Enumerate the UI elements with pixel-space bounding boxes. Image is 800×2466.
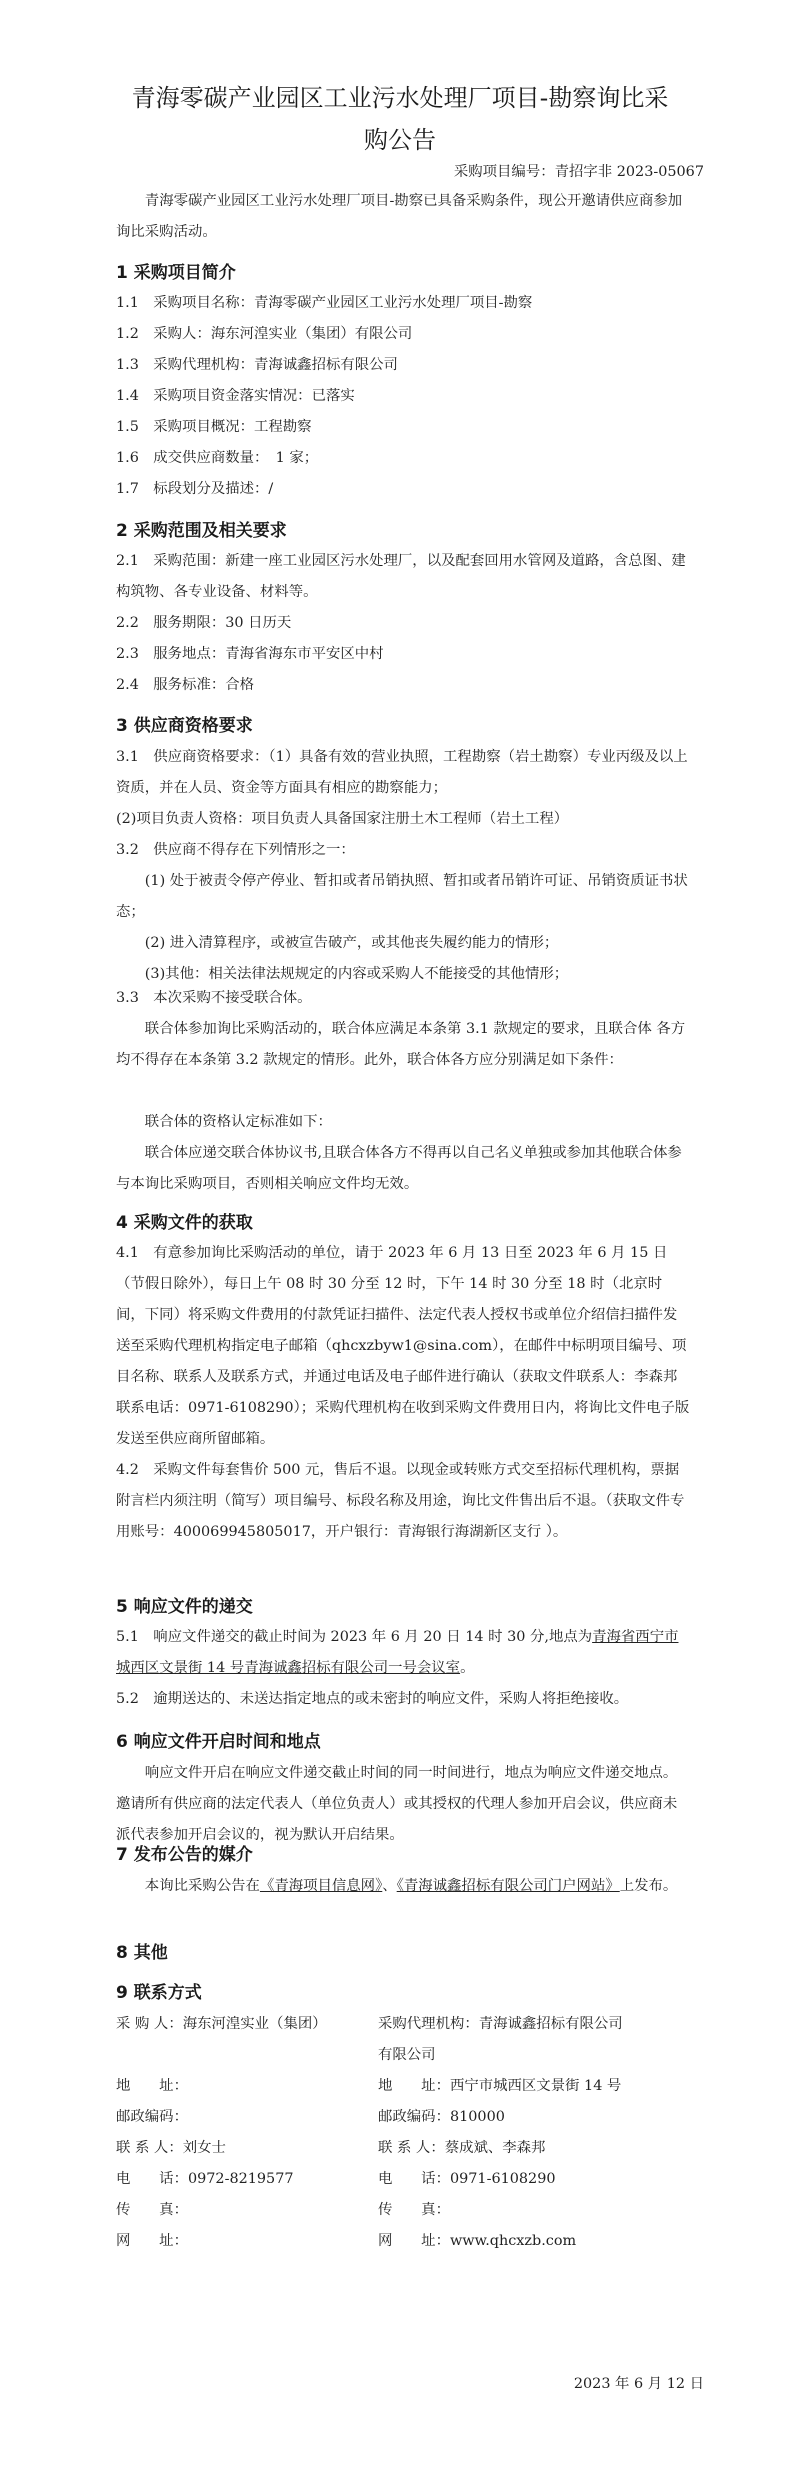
s4-item-acquire: 4.1 有意参加询比采购活动的单位，请于 2023 年 6 月 13 日至 2023 年 6 月 15 日（节假日除外），每日上午 08 时 30 分至 12 时，下午 14 时 30 分至 18 时（北京时间，下同）将采购文件费用的付款凭证扫描件、法定代表人授权书或单位介绍信扫描件发送至采购代理机构指定电子邮箱（qhcxzbyw1@sina.com），在邮件中标明项目编号、项目名称、联系人及联系方式，并通过电话及电子邮件进行确认（获取文件联系人：李森邦 联系电话：0971-6108290）；采购代理机构在收到采购文件费用日内，将询比文件电子版发送至供应商所留邮箱。: [116, 1245, 692, 1447]
s5-deadline-location: 青海省西宁市城西区文景街 14 号青海诚鑫招标有限公司一号会议室: [116, 1629, 679, 1676]
s3-item-exclusions: 3.2 供应商不得存在下列情形之一：: [116, 842, 355, 858]
intro-paragraph: 青海零碳产业园区工业污水处理厂项目-勘察已具备采购条件，现公开邀请供应商参加询比采购活动。: [116, 193, 683, 240]
contact-row: [116, 2229, 736, 2260]
s7-pre: 本询比采购公告在: [144, 1878, 260, 1894]
s3-consortium-para-2: 联合体的资格认定标准如下：: [144, 1114, 332, 1130]
s2-item-standard: 2.4 服务标准：合格: [116, 677, 255, 693]
s1-item: 1.3 采购代理机构：青海诚鑫招标有限公司: [116, 357, 398, 373]
s3-consortium-para-3: 联合体应递交联合体协议书,且联合体各方不得再以自己名义单独或参加其他联合体参与本询比采购项目，否则相关响应文件均无效。: [116, 1145, 682, 1192]
contact-right: 地 址：西宁市城西区文景街 14 号: [378, 2078, 622, 2094]
section-5-heading: 5 响应文件的递交: [116, 1597, 253, 1617]
s3-consortium-para-1: 联合体参加询比采购活动的，联合体应满足本条第 3.1 款规定的要求，且联合体 各方均不得存在本条第 3.2 款规定的情形。此外，联合体各方应分别满足如下条件：: [116, 1021, 686, 1068]
contact-left: 采 购 人：海东河湟实业（集团）: [116, 2016, 327, 2032]
s7-paragraph: [116, 1871, 690, 1902]
project-number: 采购项目编号：青招字非 2023-05067: [453, 164, 704, 180]
contact-row: [116, 2105, 736, 2136]
contact-row: [116, 2198, 736, 2229]
contact-left: 网 址：: [116, 2233, 188, 2249]
contact-row: [116, 2136, 736, 2167]
s1-item: 1.5 采购项目概况：工程勘察: [116, 419, 312, 435]
section-3-heading: 3 供应商资格要求: [116, 716, 253, 736]
contact-left: 邮政编码：: [116, 2109, 188, 2125]
section-7-heading: 7 发布公告的媒介: [116, 1845, 253, 1865]
s4-item-price: 4.2 采购文件每套售价 500 元，售后不退。以现金或转账方式交至招标代理机构，票据附言栏内须注明（简写）项目编号、标段名称及用途，询比文件售出后不退。（获取文件专用账号：400069945805017，开户银行：青海银行海湖新区支行 ）。: [116, 1462, 685, 1540]
s5-deadline-end: 。: [460, 1660, 475, 1676]
contact-right: 联 系 人：蔡成斌、李森邦: [378, 2140, 546, 2156]
s2-item-scope: 2.1 采购范围：新建一座工业园区污水处理厂，以及配套回用水管网及道路，含总图、建构筑物、各专业设备、材料等。: [116, 553, 686, 600]
contact-row: [116, 2167, 736, 2198]
s3-exclusion-3: (3)其他：相关法律法规规定的内容或采购人不能接受的其他情形；: [144, 966, 569, 982]
contact-row: [116, 2012, 736, 2043]
contact-left: 地 址：: [116, 2078, 188, 2094]
contact-right: 电 话：0971-6108290: [378, 2171, 556, 2187]
s3-item-qualification: 3.1 供应商资格要求：（1）具备有效的营业执照，工程勘察（岩土勘察）专业丙级及以上资质，并在人员、资金等方面具有相应的勘察能力；: [116, 749, 688, 796]
section-8-heading: 8 其他: [116, 1943, 168, 1963]
contact-right: 邮政编码：810000: [378, 2109, 505, 2125]
s1-item: 1.1 采购项目名称：青海零碳产业园区工业污水处理厂项目-勘察: [116, 295, 533, 311]
media-link-2[interactable]: 《青海诚鑫招标有限公司门户网站》: [396, 1878, 620, 1894]
s5-item-rejection: 5.2 逾期送达的、未送达指定地点的或未密封的响应文件，采购人将拒绝接收。: [116, 1691, 629, 1707]
contact-right: 网 址：www.qhcxzb.com: [378, 2233, 577, 2249]
section-9-heading: 9 联系方式: [116, 1983, 202, 2003]
contact-right: 采购代理机构：青海诚鑫招标有限公司: [378, 2016, 623, 2032]
section-1-heading: 1 采购项目简介: [116, 263, 236, 283]
contact-right: 有限公司: [378, 2047, 436, 2063]
media-link-1[interactable]: 《青海项目信息网》: [259, 1878, 383, 1894]
s5-item-deadline: [116, 1622, 690, 1684]
announcement-date: 2023 年 6 月 12 日: [573, 2376, 704, 2392]
title-line-2: 购公告: [364, 126, 436, 154]
s1-item: 1.4 采购项目资金落实情况：已落实: [116, 388, 355, 404]
contact-left: 电 话：0972-8219577: [116, 2171, 294, 2187]
s1-item: 1.6 成交供应商数量： 1 家；: [116, 450, 319, 466]
contact-row: [116, 2074, 736, 2105]
s7-sep: 、: [382, 1878, 397, 1894]
section-6-heading: 6 响应文件开启时间和地点: [116, 1732, 321, 1752]
s5-deadline-text: 5.1 响应文件递交的截止时间为 2023 年 6 月 20 日 14 时 30 分,地点为: [116, 1629, 593, 1645]
s1-item: 1.7 标段划分及描述：/: [116, 481, 274, 497]
title-line-1: 青海零碳产业园区工业污水处理厂项目-勘察询比采: [131, 84, 669, 112]
section-2-heading: 2 采购范围及相关要求: [116, 521, 287, 541]
contact-right: 传 真：: [378, 2202, 450, 2218]
s6-paragraph: 响应文件开启在响应文件递交截止时间的同一时间进行，地点为响应文件递交地点。邀请所有供应商的法定代表人（单位负责人）或其授权的代理人参加开启会议，供应商未派代表参加开启会议的，视为默认开启结果。: [116, 1765, 678, 1843]
s2-item-location: 2.3 服务地点：青海省海东市平安区中村: [116, 646, 384, 662]
contact-left: 联 系 人：刘女士: [116, 2140, 226, 2156]
s7-post: 上发布。: [619, 1878, 678, 1894]
s3-exclusion-1: (1) 处于被责令停产停业、暂扣或者吊销执照、暂扣或者吊销许可证、吊销资质证书状态；: [116, 873, 688, 920]
s1-item: 1.2 采购人：海东河湟实业（集团）有限公司: [116, 326, 413, 342]
s2-item-period: 2.2 服务期限：30 日历天: [116, 615, 292, 631]
s3-exclusion-2: (2) 进入清算程序，或被宣告破产，或其他丧失履约能力的情形；: [144, 935, 559, 951]
s3-item-manager: (2)项目负责人资格：项目负责人具备国家注册土木工程师（岩土工程）: [116, 811, 569, 827]
s3-item-consortium: 3.3 本次采购不接受联合体。: [116, 990, 312, 1006]
contact-row: [116, 2043, 736, 2074]
section-4-heading: 4 采购文件的获取: [116, 1213, 253, 1233]
contact-left: 传 真：: [116, 2202, 188, 2218]
